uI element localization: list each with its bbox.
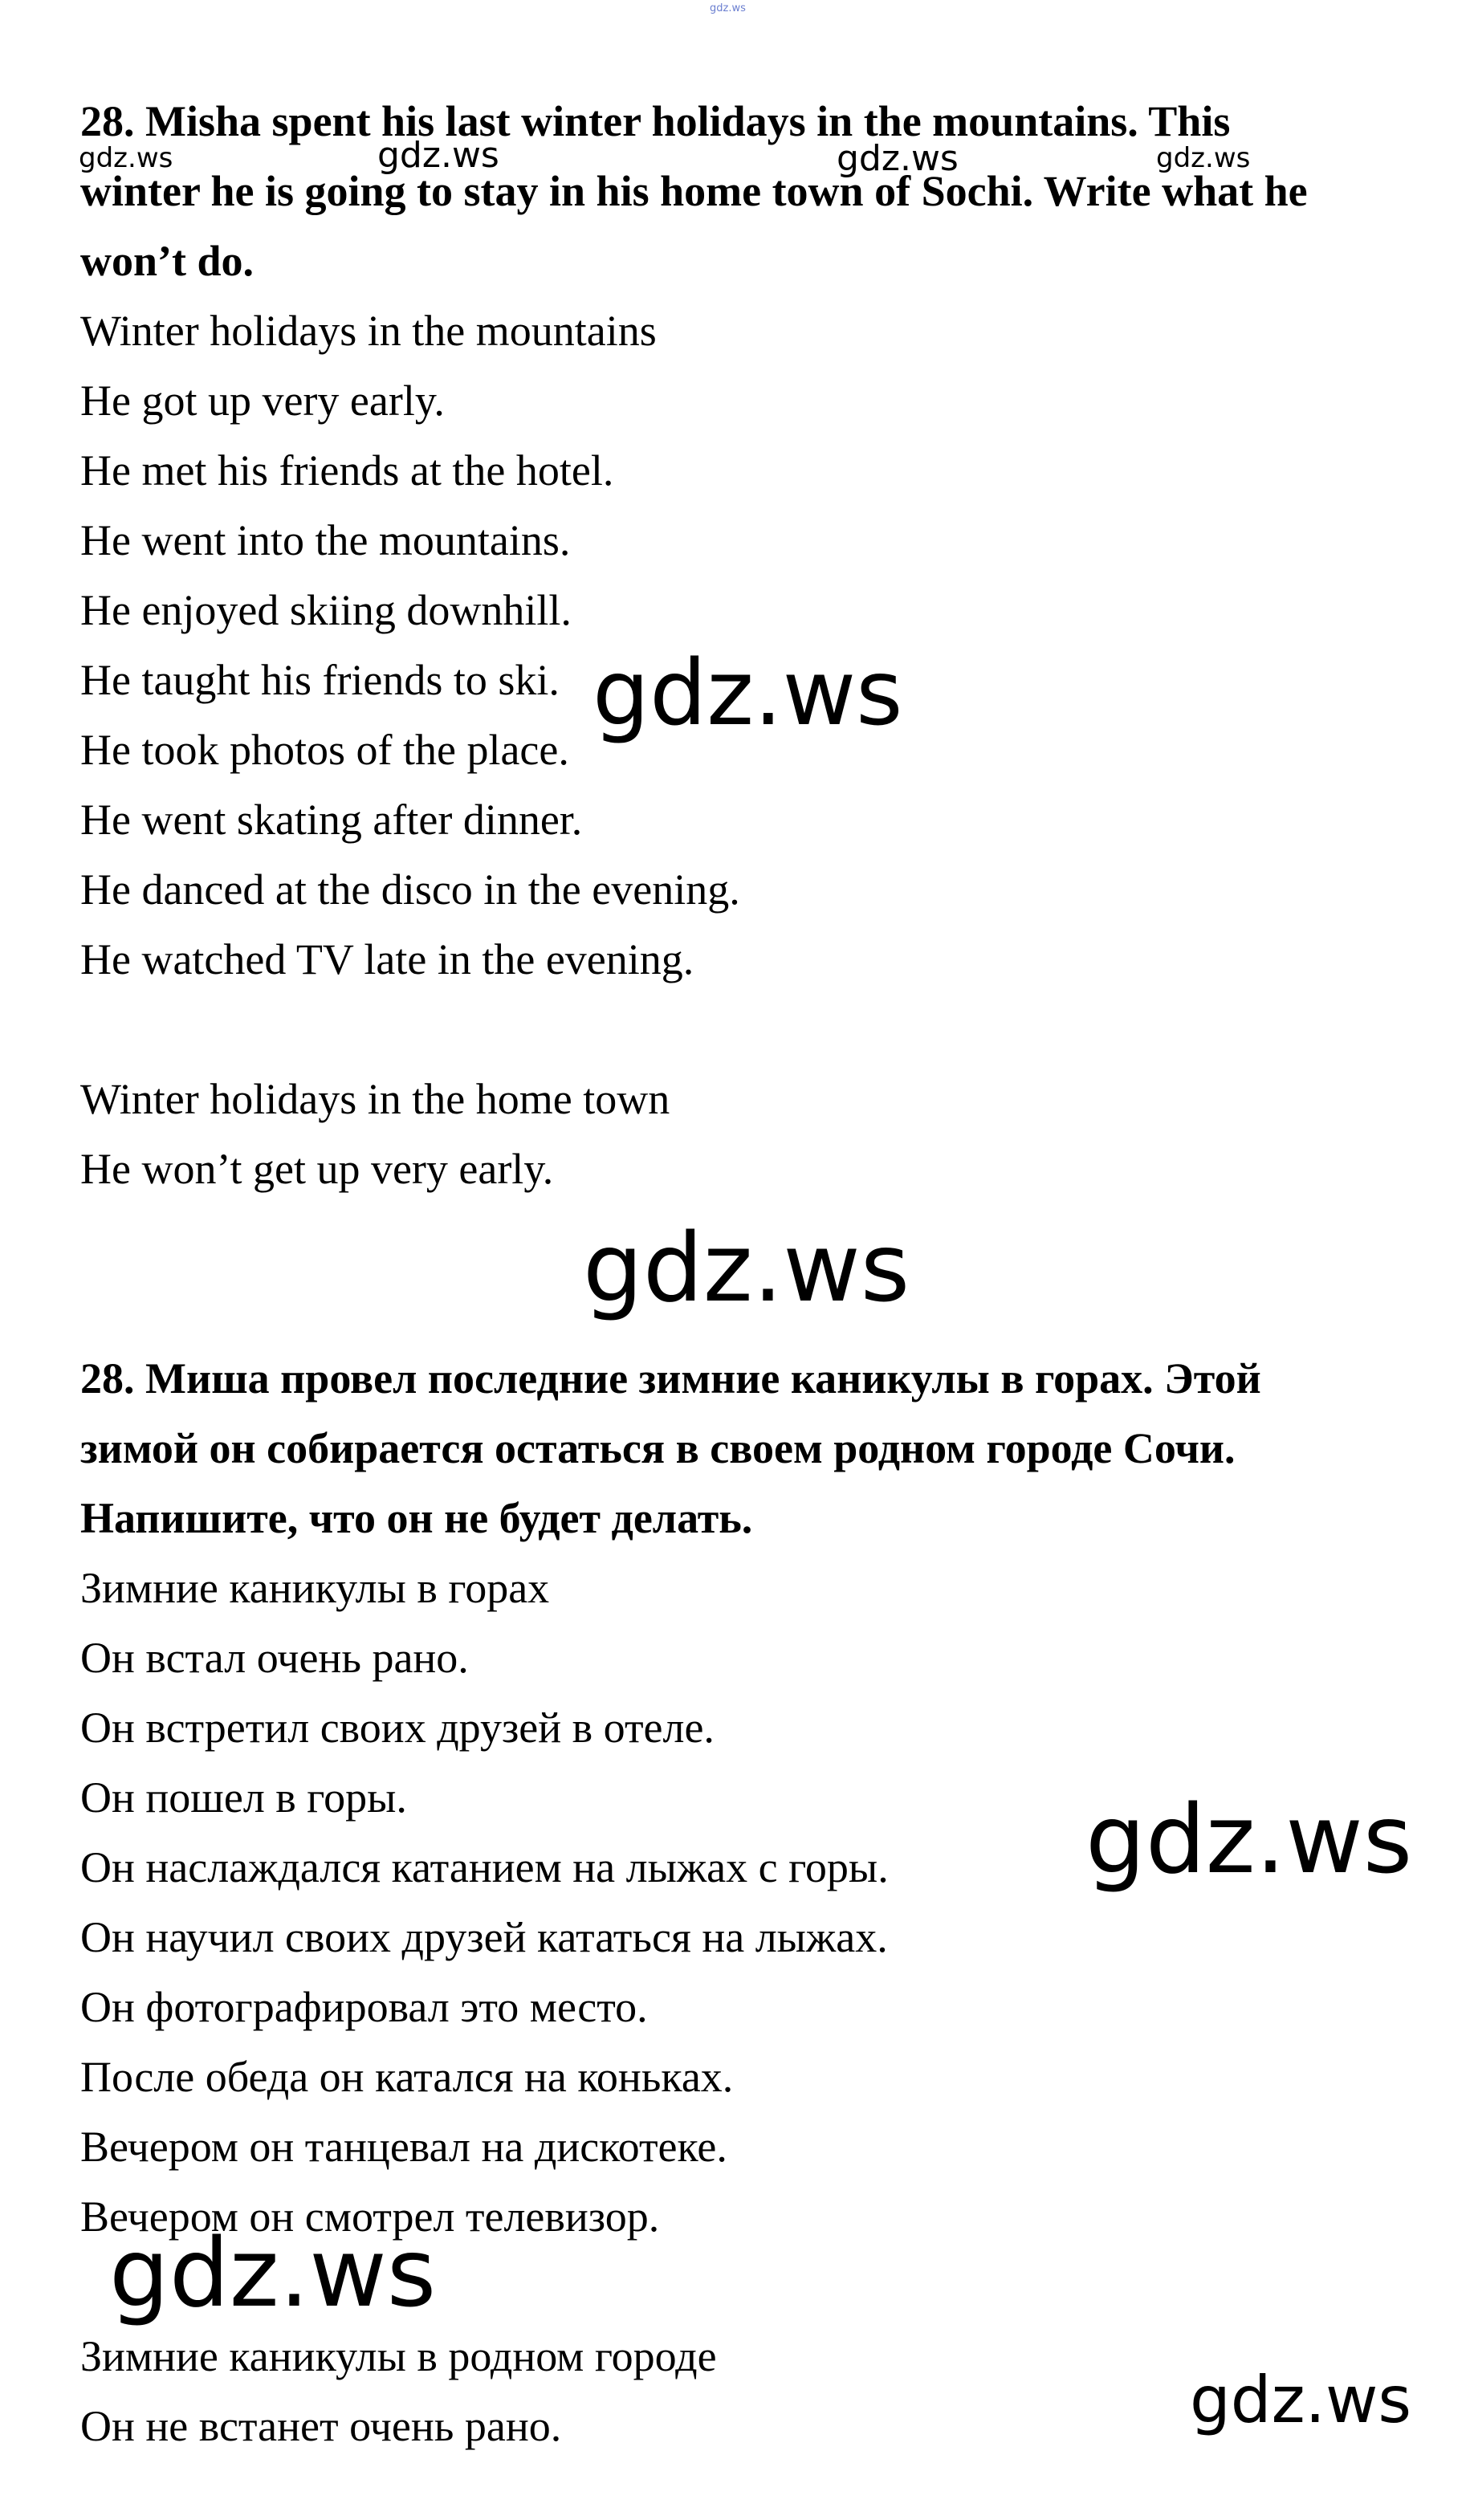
russian-heading-line-3: Напишите, что он не будет делать. [80,1494,753,1542]
watermark-small-4: gdz.ws [1156,142,1251,174]
russian-mountains-item: Он фотографировал это место. [80,1983,648,2031]
russian-mountains-item: Он встал очень рано. [80,1634,469,1682]
watermark-large-1: gdz.ws [592,641,903,746]
russian-mountains-item: Он наслаждался катанием на лыжах с горы. [80,1843,889,1891]
english-mountains-item: He taught his friends to ski. [80,656,560,704]
watermark-large-4: gdz.ws [109,2217,437,2328]
english-hometown-item: He won’t get up very early. [80,1145,554,1193]
english-mountains-title: Winter holidays in the mountains [80,307,657,355]
russian-heading-line-1: 28. Миша провел последние зимние каникулы в горах. Этой [80,1354,1261,1402]
russian-mountains-item: Вечером он смотрел телевизор. [80,2192,660,2241]
watermark-large-2: gdz.ws [583,1212,910,1323]
russian-hometown-item: Он не встанет очень рано. [80,2402,562,2450]
russian-heading-line-2: зимой он собирается остаться в своем родном городе Сочи. [80,1424,1236,1472]
english-mountains-item: He went into the mountains. [80,516,571,564]
english-mountains-item: He enjoyed skiing downhill. [80,586,572,634]
watermark-large-3: gdz.ws [1085,1784,1413,1895]
english-mountains-item: He got up very early. [80,377,445,425]
english-heading-line-1: 28. Misha spent his last winter holidays in the mountains. This [80,97,1231,145]
english-heading-line-2: winter he is going to stay in his home town of Sochi. Write what he [80,167,1308,215]
english-hometown-title: Winter holidays in the home town [80,1075,670,1123]
russian-mountains-item: Вечером он танцевал на дискотеке. [80,2123,727,2171]
russian-mountains-item: После обеда он катался на коньках. [80,2053,734,2101]
english-mountains-item: He danced at the disco in the evening. [80,865,740,914]
english-mountains-item: He watched TV late in the evening. [80,935,694,983]
russian-mountains-item: Он научил своих друзей кататься на лыжах. [80,1913,888,1961]
russian-mountains-item: Он встретил своих друзей в отеле. [80,1704,715,1752]
english-mountains-item: He took photos of the place. [80,726,569,774]
watermark-tiny: gdz.ws [710,2,746,14]
watermark-small-1: gdz.ws [79,142,173,174]
english-mountains-item: He met his friends at the hotel. [80,446,614,495]
watermark-small-3: gdz.ws [837,138,959,179]
russian-mountains-item: Он пошел в горы. [80,1773,407,1822]
watermark-large-5: gdz.ws [1190,2363,1412,2437]
english-mountains-item: He went skating after dinner. [80,796,583,844]
watermark-small-2: gdz.ws [377,135,499,176]
english-heading-line-3: won’t do. [80,237,255,285]
russian-hometown-title: Зимние каникулы в родном городе [80,2332,717,2380]
russian-mountains-title: Зимние каникулы в горах [80,1564,550,1612]
